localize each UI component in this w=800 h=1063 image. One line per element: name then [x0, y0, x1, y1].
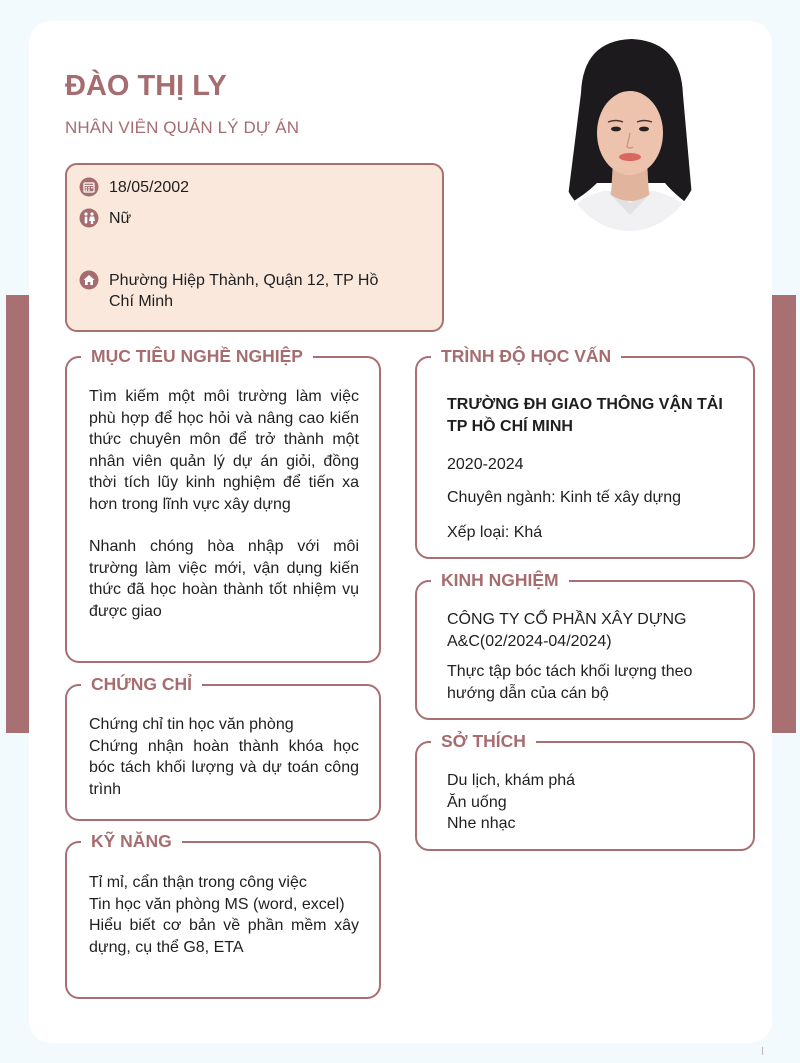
objective-paragraph-2: Nhanh chóng hòa nhập với môi trường làm việc mới, vận dụng kiến thức đã học hoàn thành tốt nhiệm vụ được giao	[89, 538, 359, 620]
gender-icon	[79, 208, 99, 228]
certificates-title: CHỨNG CHỈ	[81, 672, 202, 696]
calendar-icon	[79, 177, 99, 197]
skill-item: Tỉ mỉ, cẩn thận trong công việc	[89, 874, 307, 891]
education-major: Chuyên ngành: Kinh tế xây dựng	[447, 489, 681, 506]
hobby-item: Nhe nhạc	[447, 815, 516, 832]
school-name: TRƯỜNG ĐH GIAO THÔNG VẬN TẢI TP HỒ CHÍ MINH	[447, 396, 723, 435]
hobby-item: Du lịch, khám phá	[447, 772, 576, 789]
left-decor-band	[6, 295, 30, 733]
birthdate-row	[79, 177, 189, 198]
hobbies-list	[447, 770, 575, 835]
education-years: 2020-2024	[447, 456, 524, 473]
address-value: Phường Hiệp Thành, Quận 12, TP Hồ Chí Minh	[109, 272, 379, 310]
skills-title: KỸ NĂNG	[81, 829, 182, 853]
education-grade: Xếp loại: Khá	[447, 524, 543, 541]
experience-title: KINH NGHIỆM	[431, 568, 569, 592]
objective-title: MỤC TIÊU NGHỀ NGHIỆP	[81, 344, 313, 368]
home-icon	[79, 270, 99, 290]
skills-list	[89, 872, 359, 958]
certificates-section	[65, 674, 381, 821]
skill-item: Hiểu biết cơ bản về phần mềm xây dựng, cụ thể G8, ETA	[89, 917, 359, 956]
personal-info-box	[65, 163, 444, 332]
gender-row	[79, 208, 131, 229]
candidate-role: NHÂN VIÊN QUẢN LÝ DỰ ÁN	[65, 118, 300, 137]
hobby-item: Ăn uống	[447, 793, 507, 811]
certificate-item: Chứng nhận hoàn thành khóa học bóc tách khối lượng và dự toán công trình	[89, 737, 359, 798]
hobbies-title: SỞ THÍCH	[431, 729, 536, 753]
right-decor-band	[772, 295, 796, 733]
education-section	[415, 346, 755, 559]
address-row	[79, 270, 399, 312]
experience-section	[415, 570, 755, 720]
gender-value: Nữ	[109, 210, 132, 227]
page-edge-mark	[762, 1047, 763, 1055]
experience-description: Thực tập bóc tách khối lượng theo hướng dẫn của cán bộ	[447, 663, 693, 702]
education-title: TRÌNH ĐỘ HỌC VẤN	[431, 344, 621, 368]
certificate-item: Chứng chỉ tin học văn phòng	[89, 716, 294, 733]
hobbies-section	[415, 731, 755, 851]
certificates-list	[89, 714, 359, 800]
profile-photo	[553, 33, 706, 231]
candidate-name: ĐÀO THỊ LY	[65, 70, 227, 102]
experience-company: CÔNG TY CỔ PHẦN XÂY DỰNG A&C(02/2024-04/2024)	[447, 611, 687, 650]
objective-paragraph-1: Tìm kiếm một môi trường làm việc phù hợp để học hỏi và nâng cao kiến thức chuyên môn để trở thành một nhân viên quản lý dự án giỏi, đồng thời tích lũy kinh nghiệm để tiến xa hơn trong lĩnh vực xây dựng	[89, 388, 359, 513]
birthdate-value: 18/05/2002	[109, 179, 190, 196]
skills-section	[65, 831, 381, 999]
skill-item: Tin học văn phòng MS (word, excel)	[89, 895, 345, 913]
objective-section	[65, 346, 381, 663]
